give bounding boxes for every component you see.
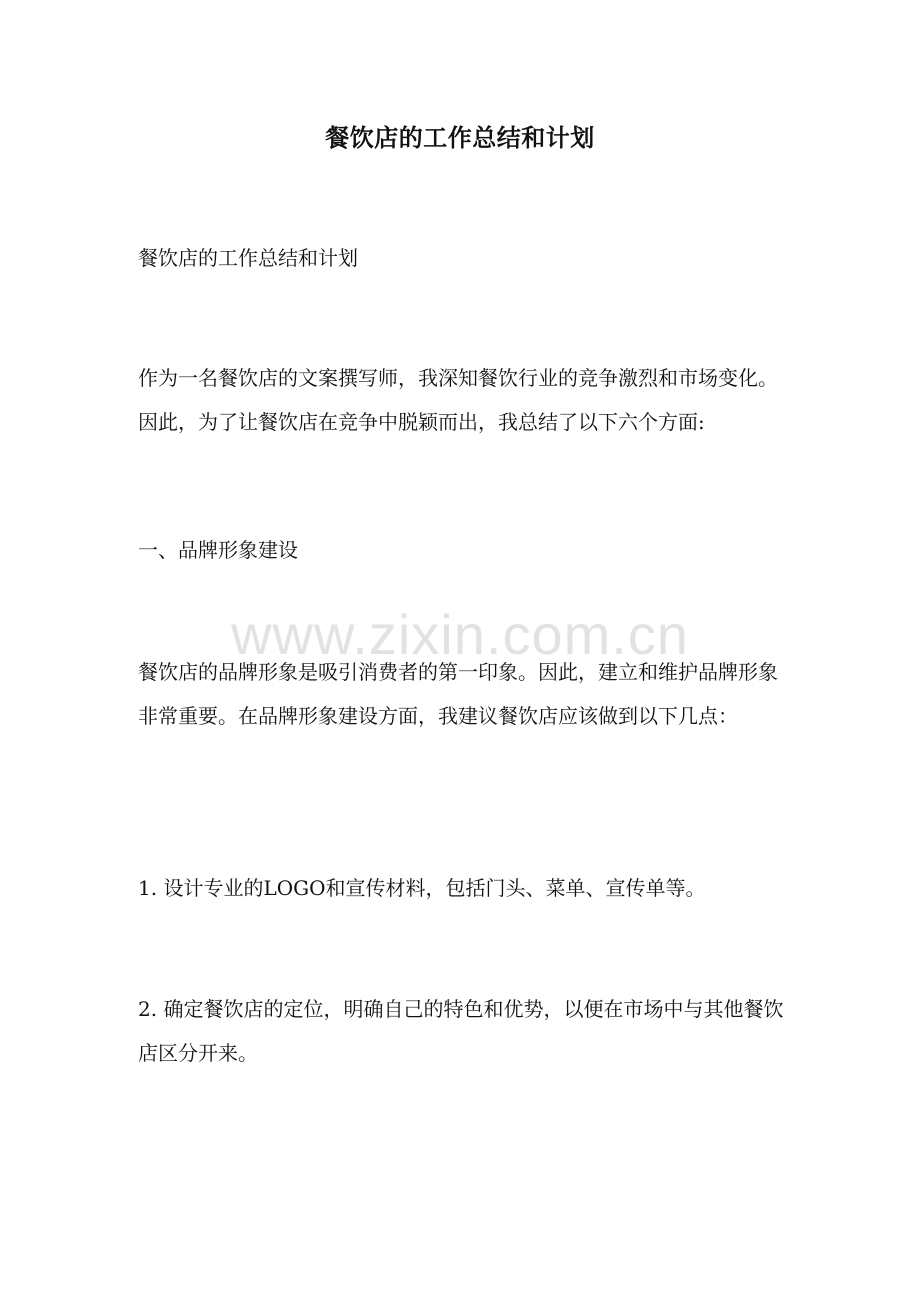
brand-image-paragraph: 餐饮店的品牌形象是吸引消费者的第一印象。因此，建立和维护品牌形象非常重要。在品牌形象建设方面，我建议餐饮店应该做到以下几点： <box>138 660 778 728</box>
list-item-1: 1. 设计专业的LOGO和宣传材料，包括门头、菜单、宣传单等。 <box>138 876 706 900</box>
intro-paragraph: 作为一名餐饮店的文案撰写师，我深知餐饮行业的竞争激烈和市场变化。因此，为了让餐饮店在竞争中脱颖而出，我总结了以下六个方面: <box>138 366 778 434</box>
document-subtitle: 餐饮店的工作总结和计划 <box>138 246 358 270</box>
document-title: 餐饮店的工作总结和计划 <box>325 123 595 152</box>
section-heading-brand-image: 一、品牌形象建设 <box>138 538 298 562</box>
watermark: www.zixin.com.cn <box>231 603 689 666</box>
list-item-2: 2. 确定餐饮店的定位，明确自己的特色和优势，以便在市场中与其他餐饮店区分开来。 <box>138 997 784 1065</box>
